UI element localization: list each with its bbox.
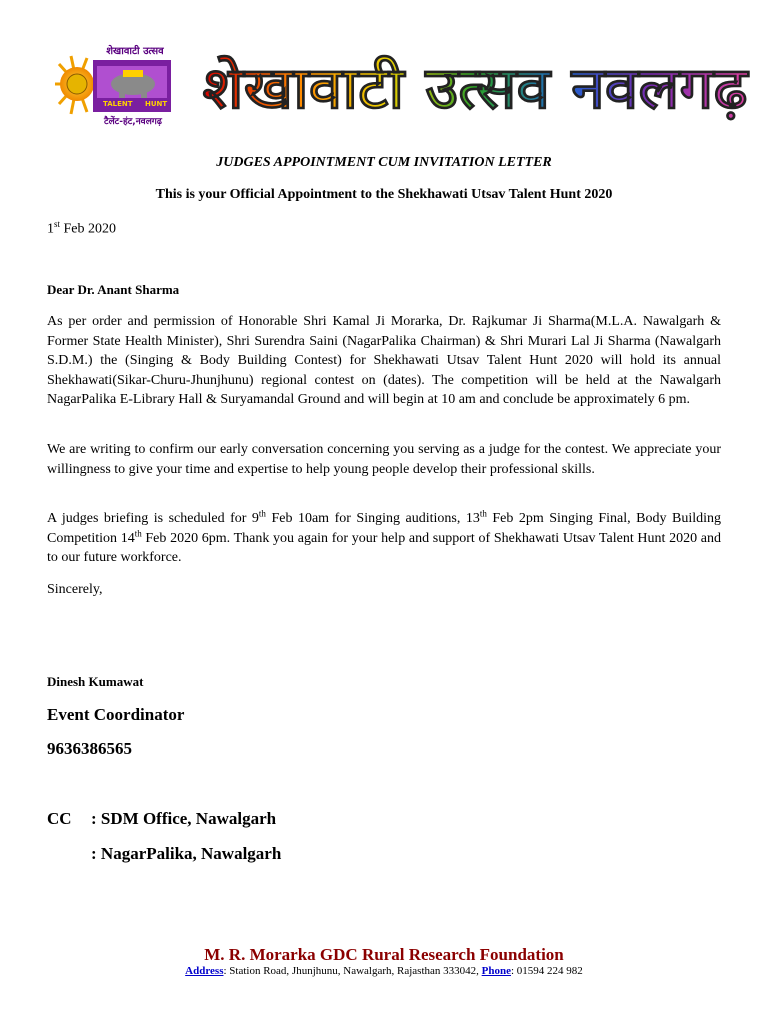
- logo-top-text: शेखावाटी उत्सव: [106, 46, 164, 57]
- p3-sup-b: th: [479, 508, 487, 519]
- letter-title: JUDGES APPOINTMENT CUM INVITATION LETTER: [216, 155, 552, 170]
- signer-role: Event Coordinator: [47, 705, 185, 724]
- address-text: : Station Road, Jhunjhunu, Nawalgarh, Rajasthan 333042,: [223, 965, 482, 977]
- cc-item-nagarpalika: : NagarPalika, Nawalgarh: [91, 844, 282, 863]
- banner-text: शेखावाटी उत्सव नवलगढ़: [202, 54, 750, 122]
- phone-text: : 01594 224 982: [511, 965, 583, 977]
- logo-badge-line1: TALENT: [103, 100, 133, 108]
- p3-sup-c: th: [134, 527, 142, 538]
- signer-phone: 9636386565: [47, 739, 132, 758]
- shekhawati-utsav-logo: [53, 40, 175, 128]
- logo-badge-line2: HUNT: [145, 100, 168, 108]
- p3-part-c: Feb 2pm Singing Final, Body Building Competition 14: [47, 511, 721, 546]
- paragraph-1: As per order and permission of Honorable Shri Kamal Ji Morarka, Dr. Rajkumar Ji Sharma(M.L.A. Nawalgarh & Former State Health Minister), Shri Surendra Saini (NagarPalika Chairman) & Shri Murari Lal Ji Sharma (Nawalgarh S.D.M.) the (Singing & Body Building Contest) for Shekhawati Utsav Talent Hunt 2020 will hold its annual Shekhawati(Sikar-Churu-Jhunjhunu) regional contest on (dates). The competition will be held at the Nawalgarh NagarPalika E-Library Hall & Suryamandal Ground and will begin at 10 am and conclude be approximately 6 pm.: [47, 314, 721, 407]
- date-rest: Feb 2020: [60, 221, 117, 237]
- signer-name: Dinesh Kumawat: [47, 674, 144, 689]
- cc-label: CC: [47, 809, 72, 828]
- paragraph-2: We are writing to confirm our early conversation concerning you serving as a judge for the contest. We appreciate your willingness to give your time and expertise to help young people develop their professional skills.: [47, 442, 721, 477]
- closing: Sincerely,: [47, 582, 103, 597]
- footer-address: [0, 965, 768, 977]
- phone-link[interactable]: Phone: [481, 965, 511, 977]
- p3-sup-a: th: [258, 508, 266, 519]
- cc-item-sdm-office: : SDM Office, Nawalgarh: [91, 809, 277, 828]
- salutation: Dear Dr. Anant Sharma: [47, 282, 180, 297]
- paragraph-3: [47, 509, 721, 568]
- date-day: 1: [47, 221, 54, 237]
- date-suffix: st: [54, 219, 61, 229]
- event-banner-title: [200, 50, 750, 130]
- address-link[interactable]: Address: [185, 965, 224, 977]
- p3-part-b: Feb 10am for Singing auditions, 13: [265, 511, 480, 526]
- p3-part-a: A judges briefing is scheduled for 9: [47, 511, 259, 526]
- logo-bottom-text: टैलेंट-हंट,नवलगढ़: [104, 117, 162, 127]
- letter-subtitle: This is your Official Appointment to the Shekhawati Utsav Talent Hunt 2020: [155, 187, 613, 202]
- letter-date: [47, 219, 116, 238]
- p3-part-d: Feb 2020 6pm. Thank you again for your help and support of Shekhawati Utsav Talent Hunt 2020 and to our future workforce.: [47, 530, 721, 565]
- footer-foundation-name: M. R. Morarka GDC Rural Research Foundation: [204, 945, 564, 964]
